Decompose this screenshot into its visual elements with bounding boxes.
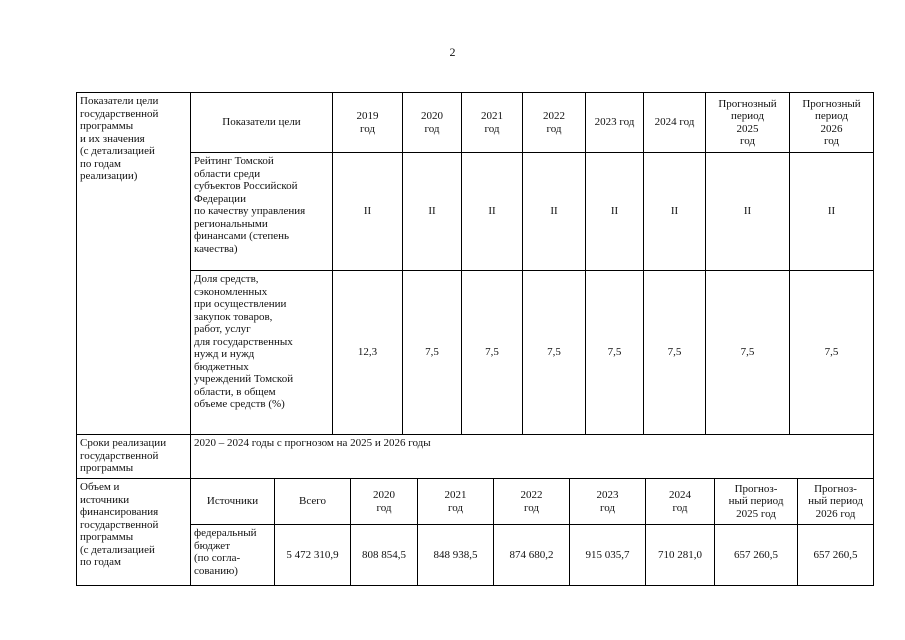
savings-2024: 7,5 <box>643 270 705 434</box>
page-number: 2 <box>449 45 456 59</box>
savings-2022: 7,5 <box>522 270 585 434</box>
fin-header-2024: 2024 год <box>645 478 714 524</box>
rating-2026: II <box>789 152 874 270</box>
header-year-2023: 2023 год <box>585 92 643 152</box>
terms-label: Сроки реализации государственной программы <box>80 437 167 474</box>
header-year-2019: 2019 год <box>332 92 402 152</box>
rating-2020: II <box>402 152 461 270</box>
fin-header-forecast-2026: Прогноз- ный период 2026 год <box>797 478 874 524</box>
savings-2019: 12,3 <box>332 270 402 434</box>
fin-header-2021: 2021 год <box>417 478 493 524</box>
indicator-name-savings-text: Доля средств, сэкономленных при осуществлении закупок товаров, работ, услуг для государственных нужд и нужд бюджетных учреждений Томской области, в общем объеме средств (%) <box>194 273 294 410</box>
savings-2023: 7,5 <box>585 270 643 434</box>
header-year-2022: 2022 год <box>522 92 585 152</box>
header-year-2024: 2024 год <box>643 92 705 152</box>
passport-table <box>76 92 874 586</box>
savings-2020: 7,5 <box>402 270 461 434</box>
savings-2021: 7,5 <box>461 270 522 434</box>
rating-2019: II <box>332 152 402 270</box>
indicators-label: Показатели цели государственной программы и их значения (с детализацией по годам реализации) <box>80 95 159 182</box>
indicator-name-rating <box>190 152 332 270</box>
terms-value: 2020 – 2024 годы с прогнозом на 2025 и 2026 годы <box>194 437 431 449</box>
fin-federal-2023: 915 035,7 <box>569 524 645 586</box>
rating-2022: II <box>522 152 585 270</box>
terms-label-cell <box>76 434 190 478</box>
savings-2026: 7,5 <box>789 270 874 434</box>
fin-federal-2026: 657 260,5 <box>797 524 874 586</box>
fin-source-federal-text: федеральный бюджет (по согла- сованию) <box>194 527 257 577</box>
fin-header-forecast-2025: Прогноз- ный период 2025 год <box>714 478 797 524</box>
indicator-name-savings <box>190 270 332 434</box>
fin-federal-2020: 808 854,5 <box>350 524 417 586</box>
header-forecast-2026: Прогнозный период 2026 год <box>789 92 874 152</box>
rating-2024: II <box>643 152 705 270</box>
rating-2021: II <box>461 152 522 270</box>
fin-federal-2024: 710 281,0 <box>645 524 714 586</box>
fin-source-federal <box>190 524 274 586</box>
indicators-label-cell <box>76 92 190 434</box>
header-forecast-2025: Прогнозный период 2025 год <box>705 92 789 152</box>
fin-header-sources: Источники <box>190 478 274 524</box>
fin-federal-2021: 848 938,5 <box>417 524 493 586</box>
fin-header-2020: 2020 год <box>350 478 417 524</box>
fin-federal-total: 5 472 310,9 <box>274 524 350 586</box>
fin-federal-2022: 874 680,2 <box>493 524 569 586</box>
rating-2023: II <box>585 152 643 270</box>
header-year-2021: 2021 год <box>461 92 522 152</box>
fin-federal-2025: 657 260,5 <box>714 524 797 586</box>
fin-header-2022: 2022 год <box>493 478 569 524</box>
indicator-name-rating-text: Рейтинг Томской области среди субъектов Российской Федерации по качеству управления региональными финансами (степень качества) <box>194 155 306 255</box>
header-year-2020: 2020 год <box>402 92 461 152</box>
financing-label-cell <box>76 478 190 586</box>
header-goal: Показатели цели <box>190 92 332 152</box>
financing-label: Объем и источники финансирования государственной программы (с детализацией по годам <box>80 481 159 568</box>
fin-header-total: Всего <box>274 478 350 524</box>
terms-value-cell <box>190 434 874 478</box>
savings-2025: 7,5 <box>705 270 789 434</box>
rating-2025: II <box>705 152 789 270</box>
fin-header-2023: 2023 год <box>569 478 645 524</box>
